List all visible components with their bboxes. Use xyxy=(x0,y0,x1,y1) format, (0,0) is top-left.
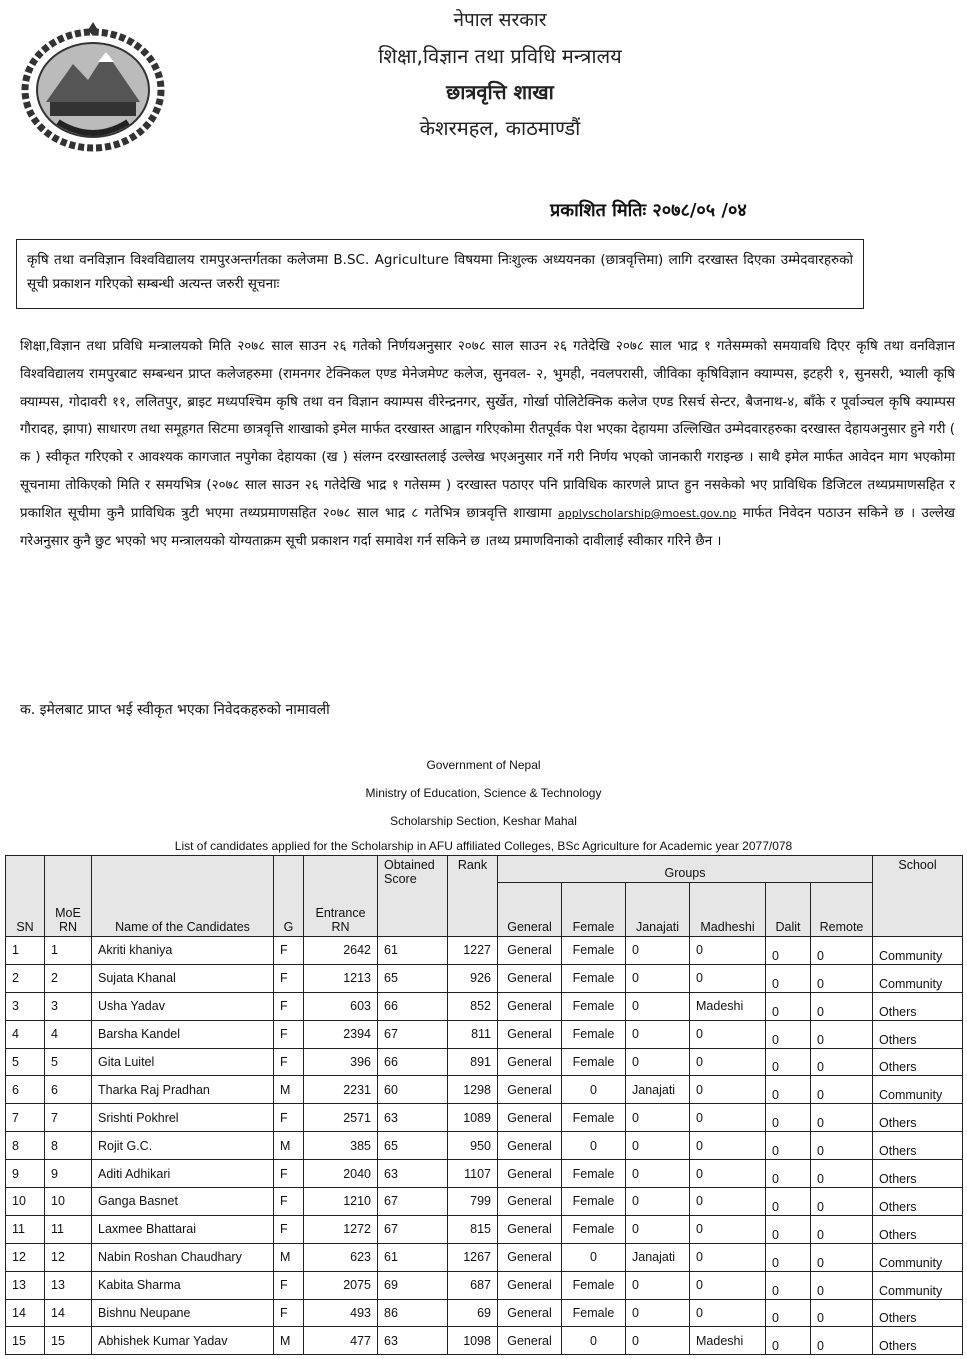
cell-name: Srishti Pokhrel xyxy=(92,1104,274,1132)
cell-school: Others xyxy=(873,1104,963,1132)
cell-moe-rn: 11 xyxy=(45,1215,92,1243)
cell-sn: 11 xyxy=(6,1215,45,1243)
cell-obtained-score: 65 xyxy=(378,964,448,992)
cell-entrance-rn: 1210 xyxy=(304,1188,378,1216)
cell-dalit: 0 xyxy=(766,1327,811,1355)
cell-female: Female xyxy=(562,937,626,965)
cell-general: General xyxy=(498,1299,562,1327)
candidates-table xyxy=(5,855,963,1355)
cell-obtained-score: 61 xyxy=(378,937,448,965)
cell-gender: F xyxy=(274,1160,304,1188)
cell-dalit: 0 xyxy=(766,1020,811,1048)
cell-rank: 799 xyxy=(448,1188,498,1216)
email-link[interactable]: applyscholarship@moest.gov.np xyxy=(558,506,737,520)
cell-sn: 15 xyxy=(6,1327,45,1355)
cell-school: Others xyxy=(873,1327,963,1355)
cell-janajati: 0 xyxy=(626,992,690,1020)
cell-entrance-rn: 2075 xyxy=(304,1271,378,1299)
header-government: नेपाल सरकार xyxy=(453,9,547,31)
table-row xyxy=(6,937,963,965)
cell-remote: 0 xyxy=(811,1215,873,1243)
cell-school: Community xyxy=(873,1076,963,1104)
cell-madheshi: 0 xyxy=(690,1020,766,1048)
table-row xyxy=(6,964,963,992)
cell-obtained-score: 69 xyxy=(378,1271,448,1299)
header-section: छात्रवृत्ति शाखा xyxy=(446,80,554,104)
cell-name: Usha Yadav xyxy=(92,992,274,1020)
cell-dalit: 0 xyxy=(766,964,811,992)
table-row xyxy=(6,1020,963,1048)
th-remote: Remote xyxy=(811,883,873,937)
cell-dalit: 0 xyxy=(766,1299,811,1327)
cell-janajati: 0 xyxy=(626,964,690,992)
cell-name: Rojit G.C. xyxy=(92,1132,274,1160)
cell-gender: F xyxy=(274,992,304,1020)
cell-madheshi: 0 xyxy=(690,1271,766,1299)
subject-text: कृषि तथा वनविज्ञान विश्वविद्यालय रामपुरअन्तर्गतका कलेजमा B.SC. Agriculture विषयमा निःशुल्क अध्ययनका (छात्रवृत्तिमा) लागि दरखास्त दिएका उम्मेदवारहरुको सूची प्रकाशन गरिएको सम्बन्धी अत्यन्त जरुरी सूचनाः xyxy=(27,252,853,292)
cell-moe-rn: 5 xyxy=(45,1048,92,1076)
cell-rank: 69 xyxy=(448,1299,498,1327)
cell-female: Female xyxy=(562,1048,626,1076)
cell-gender: F xyxy=(274,1104,304,1132)
cell-female: 0 xyxy=(562,1132,626,1160)
cell-general: General xyxy=(498,1327,562,1355)
cell-sn: 8 xyxy=(6,1132,45,1160)
header-address: केशरमहल, काठमाण्डौं xyxy=(419,116,581,140)
th-janajati: Janajati xyxy=(626,883,690,937)
cell-gender: F xyxy=(274,1215,304,1243)
cell-general: General xyxy=(498,1215,562,1243)
cell-rank: 852 xyxy=(448,992,498,1020)
cell-entrance-rn: 1213 xyxy=(304,964,378,992)
cell-madheshi: 0 xyxy=(690,964,766,992)
cell-obtained-score: 67 xyxy=(378,1020,448,1048)
th-groups: Groups xyxy=(498,856,873,883)
cell-madheshi: 0 xyxy=(690,1076,766,1104)
cell-rank: 815 xyxy=(448,1215,498,1243)
cell-name: Aditi Adhikari xyxy=(92,1160,274,1188)
th-sn: SN xyxy=(6,856,45,937)
cell-obtained-score: 60 xyxy=(378,1076,448,1104)
cell-sn: 3 xyxy=(6,992,45,1020)
cell-entrance-rn: 603 xyxy=(304,992,378,1020)
cell-madheshi: 0 xyxy=(690,1132,766,1160)
cell-madheshi: 0 xyxy=(690,937,766,965)
cell-name: Nabin Roshan Chaudhary xyxy=(92,1243,274,1271)
cell-gender: F xyxy=(274,1048,304,1076)
cell-school: Others xyxy=(873,1299,963,1327)
cell-sn: 4 xyxy=(6,1020,45,1048)
cell-moe-rn: 7 xyxy=(45,1104,92,1132)
cell-female: Female xyxy=(562,1271,626,1299)
table-row xyxy=(6,1271,963,1299)
cell-janajati: 0 xyxy=(626,937,690,965)
cell-sn: 12 xyxy=(6,1243,45,1271)
cell-name: Barsha Kandel xyxy=(92,1020,274,1048)
cell-gender: F xyxy=(274,964,304,992)
cell-dalit: 0 xyxy=(766,1243,811,1271)
table-row xyxy=(6,1188,963,1216)
cell-dalit: 0 xyxy=(766,1188,811,1216)
cell-general: General xyxy=(498,1104,562,1132)
cell-gender: F xyxy=(274,1188,304,1216)
cell-remote: 0 xyxy=(811,1243,873,1271)
cell-moe-rn: 3 xyxy=(45,992,92,1020)
cell-sn: 14 xyxy=(6,1299,45,1327)
cell-general: General xyxy=(498,964,562,992)
th-female: Female xyxy=(562,883,626,937)
cell-obtained-score: 86 xyxy=(378,1299,448,1327)
cell-janajati: 0 xyxy=(626,1104,690,1132)
cell-janajati: 0 xyxy=(626,1215,690,1243)
table-row xyxy=(6,1076,963,1104)
cell-female: Female xyxy=(562,1104,626,1132)
table-row xyxy=(6,1160,963,1188)
cell-gender: M xyxy=(274,1327,304,1355)
cell-gender: M xyxy=(274,1132,304,1160)
cell-remote: 0 xyxy=(811,1299,873,1327)
cell-sn: 7 xyxy=(6,1104,45,1132)
th-school: School xyxy=(873,856,963,937)
table-row xyxy=(6,992,963,1020)
cell-obtained-score: 66 xyxy=(378,992,448,1020)
cell-moe-rn: 1 xyxy=(45,937,92,965)
cell-remote: 0 xyxy=(811,1076,873,1104)
cell-rank: 1267 xyxy=(448,1243,498,1271)
cell-general: General xyxy=(498,1160,562,1188)
cell-madheshi: 0 xyxy=(690,1215,766,1243)
cell-obtained-score: 63 xyxy=(378,1104,448,1132)
cell-remote: 0 xyxy=(811,1160,873,1188)
cell-general: General xyxy=(498,1243,562,1271)
cell-remote: 0 xyxy=(811,992,873,1020)
cell-rank: 1098 xyxy=(448,1327,498,1355)
cell-entrance-rn: 385 xyxy=(304,1132,378,1160)
cell-sn: 9 xyxy=(6,1160,45,1188)
cell-entrance-rn: 2040 xyxy=(304,1160,378,1188)
cell-entrance-rn: 493 xyxy=(304,1299,378,1327)
nepal-government-emblem-icon xyxy=(18,22,168,152)
cell-sn: 10 xyxy=(6,1188,45,1216)
cell-remote: 0 xyxy=(811,1188,873,1216)
table-row xyxy=(6,1048,963,1076)
cell-remote: 0 xyxy=(811,1104,873,1132)
cell-dalit: 0 xyxy=(766,1215,811,1243)
cell-entrance-rn: 2231 xyxy=(304,1076,378,1104)
cell-school: Others xyxy=(873,1132,963,1160)
cell-janajati: 0 xyxy=(626,1299,690,1327)
cell-female: Female xyxy=(562,1299,626,1327)
english-section: Scholarship Section, Keshar Mahal xyxy=(390,814,577,828)
cell-rank: 1107 xyxy=(448,1160,498,1188)
cell-school: Community xyxy=(873,1271,963,1299)
cell-gender: F xyxy=(274,937,304,965)
cell-moe-rn: 6 xyxy=(45,1076,92,1104)
cell-janajati: 0 xyxy=(626,1188,690,1216)
cell-female: Female xyxy=(562,1020,626,1048)
cell-janajati: 0 xyxy=(626,1132,690,1160)
cell-name: Ganga Basnet xyxy=(92,1188,274,1216)
cell-moe-rn: 8 xyxy=(45,1132,92,1160)
cell-female: 0 xyxy=(562,1327,626,1355)
cell-janajati: Janajati xyxy=(626,1076,690,1104)
cell-rank: 1298 xyxy=(448,1076,498,1104)
cell-name: Tharka Raj Pradhan xyxy=(92,1076,274,1104)
cell-moe-rn: 4 xyxy=(45,1020,92,1048)
english-list-title: List of candidates applied for the Scholarship in AFU affiliated Colleges, BSc Agriculture for Academic year 2077/078 xyxy=(174,839,793,853)
th-madheshi: Madheshi xyxy=(690,883,766,937)
cell-rank: 687 xyxy=(448,1271,498,1299)
cell-dalit: 0 xyxy=(766,937,811,965)
notice-body-part2: मार्फत निवेदन पठाउन सकिने छ । उल्लेख गरेअनुसार कुनै छुट भएको भए मन्त्रालयको योग्यताक्रम सूची प्रकाशन गर्दा समावेश गर्न सकिने छ ।तथ्य प्रमाणविनाको दावीलाई स्वीकार गरिने छैन । xyxy=(20,505,955,549)
cell-janajati: 0 xyxy=(626,1020,690,1048)
cell-school: Others xyxy=(873,1048,963,1076)
cell-general: General xyxy=(498,1132,562,1160)
cell-dalit: 0 xyxy=(766,1132,811,1160)
header-ministry: शिक्षा,विज्ञान तथा प्रविधि मन्त्रालय xyxy=(378,44,622,68)
cell-gender: F xyxy=(274,1020,304,1048)
cell-entrance-rn: 2642 xyxy=(304,937,378,965)
th-gender: G xyxy=(274,856,304,937)
cell-dalit: 0 xyxy=(766,1048,811,1076)
cell-general: General xyxy=(498,937,562,965)
table-row xyxy=(6,1132,963,1160)
cell-madheshi: Madeshi xyxy=(690,1327,766,1355)
cell-rank: 926 xyxy=(448,964,498,992)
cell-obtained-score: 63 xyxy=(378,1327,448,1355)
th-general: General xyxy=(498,883,562,937)
notice-body-part1: शिक्षा,विज्ञान तथा प्रविधि मन्त्रालयको मिति २०७८ साल साउन २६ गतेको निर्णयअनुसार २०७८ साल साउन २६ गतेदेखि २०७८ साल भाद्र १ गतेसम्मको समयावधि दिएर कृषि तथा वनविज्ञान विश्वविद्यालय रामपुरबाट सम्बन्धन प्राप्त कलेजहरुमा (रामनगर टेक्निकल एण्ड मेनेजमेण्ट कलेज, सुनवल- २, भुमही, नवलपरासी, जीविका कृषिविज्ञान क्याम्पस, इटहरी १, सुनसरी, भ्याली कृषि क्याम्पस, गोदावरी ११, ललितपुर, ब्राइट मध्यपश्चिम कृषि तथा वन विज्ञान क्याम्पस वीरेन्द्रनगर, सुर्खेत, गोर्खा पोलिटेक्निक कलेज एण्ड रिसर्च सेन्टर, बैजनाथ-४, बाँके र पूर्वाञ्चल कृषि क्याम्पस गौरादह, झापा) साधारण तथा समूहगत सिटमा छात्रवृत्ति शाखाको इमेल मार्फत दरखास्त आह्वान गरिएकोमा रीतपूर्वक पेश भएका देहायमा उल्लिखित उम्मेदवारहरुका दरखास्त देहायअनुसार हुने गरी ( क ) स्वीकृत गरिएको र आवश्यक कागजात नपुगेका देहायका (ख ) संलग्न दरखास्तलाई उल्लेख भएअनुसार गर्ने गरी निर्णय भएको जानकारी गराइन्छ । साथै इमेल मार्फत आवेदन माग भएकोमा सूचनामा तोकिएको मिति र समयभित्र (२०७८ साल साउन २६ गतेदेखि भाद्र १ गतेसम्म ) दरखास्त पठाएर पनि प्राविधिक कारणले प्राप्त हुन नसकेको भए प्राविधिक डिजिटल तथ्यप्रमाणसहित र प्रकाशित सूचीमा कुनै प्राविधिक त्रुटी भएमा तथ्यप्रमाणसहित २०७८ साल भाद्र ८ गतेभित्र छात्रवृत्ति शाखामा xyxy=(20,339,955,521)
cell-female: Female xyxy=(562,992,626,1020)
table-row xyxy=(6,1104,963,1132)
table-row xyxy=(6,1215,963,1243)
cell-sn: 6 xyxy=(6,1076,45,1104)
cell-school: Others xyxy=(873,1188,963,1216)
cell-entrance-rn: 477 xyxy=(304,1327,378,1355)
cell-moe-rn: 2 xyxy=(45,964,92,992)
th-rank: Rank xyxy=(448,856,498,937)
table-row xyxy=(6,1243,963,1271)
cell-obtained-score: 61 xyxy=(378,1243,448,1271)
table-row xyxy=(6,1299,963,1327)
cell-entrance-rn: 2571 xyxy=(304,1104,378,1132)
cell-obtained-score: 66 xyxy=(378,1048,448,1076)
cell-female: Female xyxy=(562,1215,626,1243)
cell-sn: 5 xyxy=(6,1048,45,1076)
cell-name: Gita Luitel xyxy=(92,1048,274,1076)
cell-general: General xyxy=(498,992,562,1020)
cell-moe-rn: 15 xyxy=(45,1327,92,1355)
th-dalit: Dalit xyxy=(766,883,811,937)
cell-moe-rn: 13 xyxy=(45,1271,92,1299)
cell-female: Female xyxy=(562,1188,626,1216)
cell-remote: 0 xyxy=(811,964,873,992)
th-name: Name of the Candidates xyxy=(92,856,274,937)
cell-name: Abhishek Kumar Yadav xyxy=(92,1327,274,1355)
table-row xyxy=(6,1327,963,1355)
cell-general: General xyxy=(498,1271,562,1299)
cell-gender: M xyxy=(274,1076,304,1104)
published-date: प्रकाशित मितिः २०७८/०५ /०४ xyxy=(550,200,747,221)
cell-school: Community xyxy=(873,937,963,965)
cell-dalit: 0 xyxy=(766,1271,811,1299)
cell-madheshi: 0 xyxy=(690,1160,766,1188)
cell-female: 0 xyxy=(562,1243,626,1271)
cell-female: Female xyxy=(562,1160,626,1188)
cell-school: Others xyxy=(873,992,963,1020)
cell-rank: 1089 xyxy=(448,1104,498,1132)
cell-gender: M xyxy=(274,1243,304,1271)
cell-rank: 811 xyxy=(448,1020,498,1048)
cell-female: 0 xyxy=(562,1076,626,1104)
cell-entrance-rn: 1272 xyxy=(304,1215,378,1243)
cell-dalit: 0 xyxy=(766,1076,811,1104)
cell-obtained-score: 67 xyxy=(378,1188,448,1216)
cell-dalit: 0 xyxy=(766,992,811,1020)
cell-name: Kabita Sharma xyxy=(92,1271,274,1299)
cell-general: General xyxy=(498,1188,562,1216)
cell-remote: 0 xyxy=(811,1271,873,1299)
cell-general: General xyxy=(498,1020,562,1048)
cell-obtained-score: 63 xyxy=(378,1160,448,1188)
cell-rank: 891 xyxy=(448,1048,498,1076)
cell-dalit: 0 xyxy=(766,1104,811,1132)
cell-remote: 0 xyxy=(811,1327,873,1355)
cell-school: Others xyxy=(873,1160,963,1188)
cell-moe-rn: 14 xyxy=(45,1299,92,1327)
cell-school: Others xyxy=(873,1020,963,1048)
cell-general: General xyxy=(498,1076,562,1104)
cell-sn: 2 xyxy=(6,964,45,992)
cell-gender: F xyxy=(274,1299,304,1327)
cell-name: Laxmee Bhattarai xyxy=(92,1215,274,1243)
cell-obtained-score: 67 xyxy=(378,1215,448,1243)
cell-madheshi: Madeshi xyxy=(690,992,766,1020)
cell-janajati: 0 xyxy=(626,1271,690,1299)
cell-madheshi: 0 xyxy=(690,1299,766,1327)
cell-madheshi: 0 xyxy=(690,1104,766,1132)
notice-body xyxy=(20,333,955,555)
cell-entrance-rn: 396 xyxy=(304,1048,378,1076)
cell-madheshi: 0 xyxy=(690,1048,766,1076)
th-entrance-rn: Entrance RN xyxy=(304,856,378,937)
cell-janajati: 0 xyxy=(626,1048,690,1076)
cell-moe-rn: 10 xyxy=(45,1188,92,1216)
cell-janajati: 0 xyxy=(626,1327,690,1355)
cell-school: Community xyxy=(873,1243,963,1271)
cell-obtained-score: 65 xyxy=(378,1132,448,1160)
cell-name: Akriti khaniya xyxy=(92,937,274,965)
cell-name: Sujata Khanal xyxy=(92,964,274,992)
list-heading: क. इमेलबाट प्राप्त भई स्वीकृत भएका निवेदकहरुको नामावली xyxy=(20,702,330,718)
cell-moe-rn: 9 xyxy=(45,1160,92,1188)
cell-remote: 0 xyxy=(811,1048,873,1076)
cell-school: Community xyxy=(873,964,963,992)
cell-madheshi: 0 xyxy=(690,1243,766,1271)
candidates-table-body xyxy=(6,937,963,1355)
cell-remote: 0 xyxy=(811,1020,873,1048)
cell-school: Others xyxy=(873,1215,963,1243)
cell-entrance-rn: 623 xyxy=(304,1243,378,1271)
cell-remote: 0 xyxy=(811,937,873,965)
cell-general: General xyxy=(498,1048,562,1076)
english-ministry: Ministry of Education, Science & Technology xyxy=(365,786,602,800)
english-gov: Government of Nepal xyxy=(426,758,541,772)
cell-sn: 13 xyxy=(6,1271,45,1299)
cell-rank: 950 xyxy=(448,1132,498,1160)
cell-janajati: Janajati xyxy=(626,1243,690,1271)
cell-janajati: 0 xyxy=(626,1160,690,1188)
subject-box xyxy=(16,239,864,309)
cell-remote: 0 xyxy=(811,1132,873,1160)
cell-dalit: 0 xyxy=(766,1160,811,1188)
cell-sn: 1 xyxy=(6,937,45,965)
cell-madheshi: 0 xyxy=(690,1188,766,1216)
th-obtained-score: Obtained Score xyxy=(378,856,448,937)
cell-rank: 1227 xyxy=(448,937,498,965)
cell-name: Bishnu Neupane xyxy=(92,1299,274,1327)
cell-moe-rn: 12 xyxy=(45,1243,92,1271)
th-moe-rn: MoE RN xyxy=(45,856,92,937)
cell-female: Female xyxy=(562,964,626,992)
cell-gender: F xyxy=(274,1271,304,1299)
cell-entrance-rn: 2394 xyxy=(304,1020,378,1048)
